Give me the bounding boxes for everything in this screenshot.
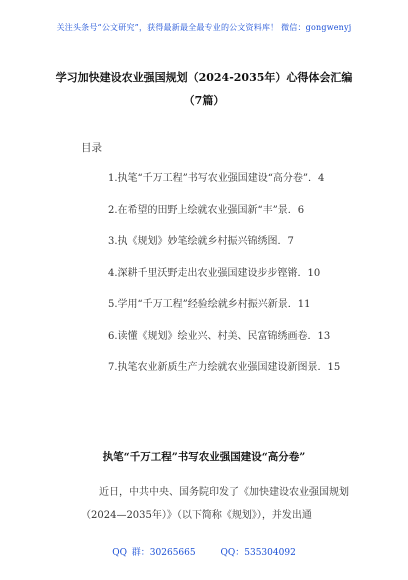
title-line-1: 学习加快建设农业强国规划（2024-2035年）心得体会汇编 — [55, 71, 353, 84]
footer-contact — [0, 545, 408, 558]
toc-heading: 目录 — [81, 142, 102, 154]
body-paragraph: 近日，中共中央、国务院印发了《加快建设农业强国规划（2024—2035年）》（以下简称《规划》），并发出通 — [81, 487, 349, 521]
toc-item[interactable]: 4.深耕千里沃野走出农业强国建设步步铿锵．10 — [108, 267, 321, 279]
toc-item[interactable]: 6.读懂《规划》绘业兴、村美、民富锦绣画卷．13 — [108, 330, 331, 342]
toc-item[interactable]: 7.执笔农业新质生产力绘就农业强国建设新图景．15 — [108, 362, 341, 373]
toc-item[interactable]: 2.在希望的田野上绘就农业强国新“丰”景．6 — [108, 204, 305, 216]
toc-item[interactable]: 5.学用“千万工程”经验绘就乡村振兴新景．11 — [108, 299, 311, 310]
footer-qq-group: QQ 群：30265665 — [112, 548, 196, 558]
table-of-contents — [108, 170, 340, 391]
toc-item[interactable]: 3.执《规划》妙笔绘就乡村振兴锦绣图．7 — [108, 236, 294, 247]
section-title: 执笔“千万工程”书写农业强国建设“高分卷” — [102, 451, 306, 463]
footer-qq: QQ：535304092 — [220, 548, 296, 558]
document-title — [30, 66, 378, 112]
title-line-2: （7篇） — [183, 94, 225, 107]
toc-item[interactable]: 1.执笔“千万工程”书写农业强国建设“高分卷”．4 — [108, 173, 325, 184]
header-note: 关注头条号“公文研究”，获得最新最全最专业的公文资料库！ 微信：gongwenyj — [56, 23, 352, 32]
